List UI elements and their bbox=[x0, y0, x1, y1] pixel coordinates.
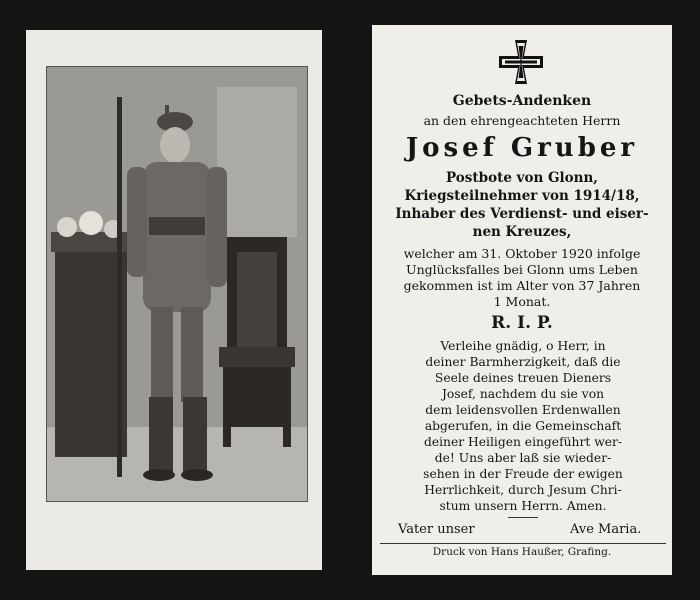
prayer-right-label: Ave Maria. bbox=[570, 522, 642, 537]
soldier-photograph bbox=[46, 66, 308, 502]
deceased-name: Josef Gruber bbox=[405, 133, 639, 163]
award-line-1: Inhaber des Verdienst- und eiser- bbox=[395, 206, 649, 222]
rip-text: R. I. P. bbox=[491, 313, 553, 333]
prayer-line: abgerufen, in die Gemeinschaft bbox=[424, 419, 622, 433]
death-line: gekommen ist im Alter von 37 Jahren bbox=[403, 278, 641, 293]
printer-credit: Druck von Hans Haußer, Grafing. bbox=[432, 546, 612, 558]
intro-text: an den ehrengeachteten Herrn bbox=[423, 113, 621, 128]
prayer-line: de! Uns aber laß sie wieder- bbox=[434, 451, 612, 465]
prayer-line: Verleihe gnädig, o Herr, in bbox=[440, 339, 606, 353]
prayer-line: deiner Barmherzigkeit, daß die bbox=[425, 355, 621, 369]
occupation-line: Postbote von Glonn, bbox=[446, 170, 598, 186]
prayer-line: deiner Heiligen eingeführt wer- bbox=[423, 435, 623, 449]
prayer-line: Josef, nachdem du sie von bbox=[441, 387, 605, 401]
death-line: welcher am 31. Oktober 1920 infolge bbox=[403, 246, 641, 261]
death-line: 1 Monat. bbox=[493, 294, 551, 309]
prayer-line: sehen in der Freude der ewigen bbox=[423, 467, 623, 481]
divider bbox=[380, 543, 666, 544]
prayer-line: Seele deines treuen Dieners bbox=[434, 371, 612, 385]
veteran-line: Kriegsteilnehmer von 1914/18, bbox=[404, 188, 640, 204]
card-heading: Gebets-Andenken bbox=[452, 93, 592, 109]
prayer-line: stum unsern Herrn. Amen. bbox=[439, 499, 607, 513]
divider bbox=[508, 517, 538, 518]
prayer-line: dem leidensvollen Erdenwallen bbox=[425, 403, 621, 417]
soldier-figure-image bbox=[47, 67, 307, 501]
award-line-2: nen Kreuzes, bbox=[472, 224, 572, 240]
prayer-line: Herrlichkeit, durch Jesum Chri- bbox=[424, 483, 622, 497]
iron-cross-icon bbox=[497, 38, 545, 86]
prayer-left-label: Vater unser bbox=[398, 522, 475, 537]
death-line: Unglücksfalles bei Glonn ums Leben bbox=[406, 262, 638, 277]
